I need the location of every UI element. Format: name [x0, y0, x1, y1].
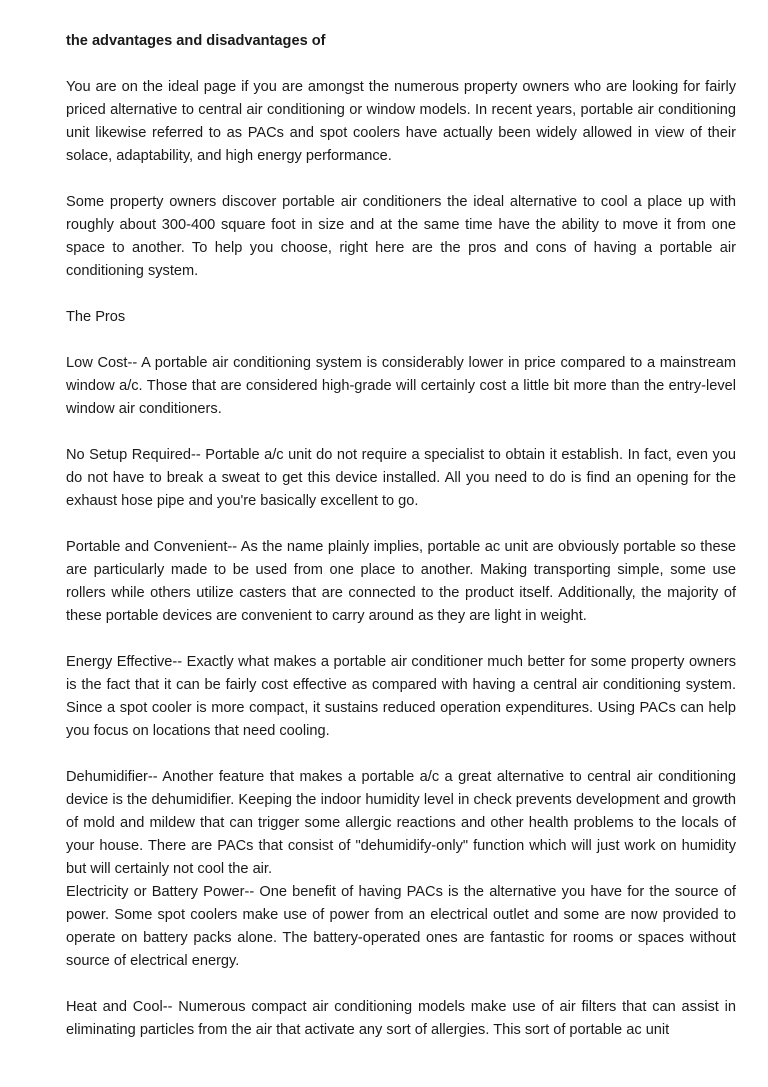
pro-heat-and-cool: Heat and Cool-- Numerous compact air conditioning models make use of air filters that can assist in eliminating particles from the air that activate any sort of allergies. This sort of portable ac unit: [66, 999, 736, 1038]
document-page: [66, 30, 736, 1065]
pro-no-setup: No Setup Required-- Portable a/c unit do not require a specialist to obtain it establish. In fact, even you do not have to break a sweat to get this device installed. All you need to do is find an opening for the exhaust hose pipe and you're basically excellent to go.: [66, 447, 736, 509]
pros-heading: The Pros: [66, 309, 126, 325]
pro-low-cost: Low Cost-- A portable air conditioning system is considerably lower in price compared to a mainstream window a/c. Those that are considered high-grade will certainly cost a little bit more than the entry-level window air conditioners.: [66, 355, 736, 417]
pro-dehumidifier: Dehumidifier-- Another feature that makes a portable a/c a great alternative to central air conditioning device is the dehumidifier. Keeping the indoor humidity level in check prevents development and growth of mold and mildew that can trigger some allergic reactions and other health problems to the locals of your house. There are PACs that consist of "dehumidify-only" function which will just work on humidity but will certainly not cool the air.: [66, 769, 736, 877]
intro-paragraph-1: You are on the ideal page if you are amongst the numerous property owners who are looking for fairly priced alternative to central air conditioning or window models. In recent years, portable air conditioning unit likewise referred to as PACs and spot coolers have actually been widely allowed in view of their solace, adaptability, and high energy performance.: [66, 79, 736, 164]
pro-portable: Portable and Convenient-- As the name plainly implies, portable ac unit are obviously portable so these are particularly made to be used from one place to another. Making transporting simple, some use rollers while others utilize casters that are connected to the product itself. Additionally, the majority of these portable devices are convenient to carry around as they are light in weight.: [66, 539, 736, 624]
pro-energy-effective: Energy Effective-- Exactly what makes a portable air conditioner much better for some property owners is the fact that it can be fairly cost effective as compared with having a central air conditioning system. Since a spot cooler is more compact, it sustains reduced operation expenditures. Using PACs can help you focus on locations that need cooling.: [66, 654, 736, 739]
intro-paragraph-2: Some property owners discover portable air conditioners the ideal alternative to cool a place up with roughly about 300-400 square foot in size and at the same time have the ability to move it from one space to another. To help you choose, right here are the pros and cons of having a portable air conditioning system.: [66, 194, 736, 279]
document-title: the advantages and disadvantages of: [66, 33, 326, 49]
pro-power-source: Electricity or Battery Power-- One benefit of having PACs is the alternative you have for the source of power. Some spot coolers make use of power from an electrical outlet and some are now provided to operate on battery packs alone. The battery-operated ones are fantastic for rooms or spaces without source of electrical energy.: [66, 884, 736, 969]
